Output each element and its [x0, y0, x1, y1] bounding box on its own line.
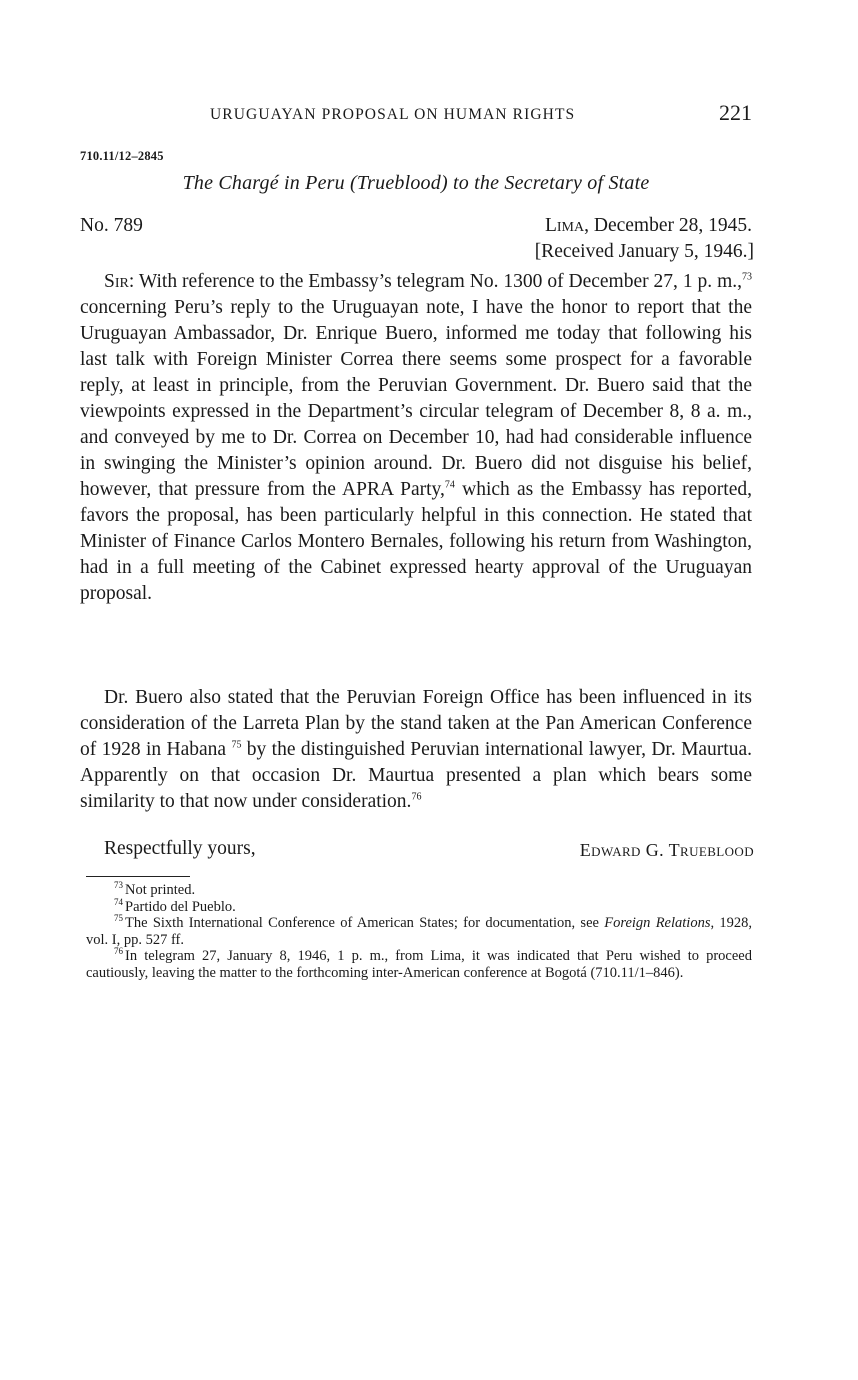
footnote-ref-76: 76 — [411, 791, 422, 803]
footnote-divider — [86, 876, 190, 877]
footnote-ref-75: 75 — [231, 739, 242, 751]
paragraph-1 — [80, 269, 752, 607]
closing: Respectfully yours, — [104, 838, 256, 859]
footnote-75 — [86, 915, 752, 948]
footnote-74-text: Partido del Pueblo. — [125, 898, 236, 915]
paragraph-2 — [80, 685, 752, 815]
footnotes — [86, 882, 752, 981]
date-text: , December 28, 1945. — [584, 215, 752, 236]
footnote-mark-73: 73 — [114, 880, 123, 891]
footnote-76-text: In telegram 27, January 8, 1946, 1 p. m., from Lima, it was indicated that Peru wished to proceed cautiously, leaving the matter to the forthcoming inter-American conference at Bogotá (710.11/1–846). — [86, 948, 752, 981]
document-number: No. 789 — [80, 215, 143, 236]
document-title: The Chargé in Peru (Trueblood) to the Secretary of State — [182, 172, 650, 194]
place-name: Lima — [544, 215, 585, 236]
footnote-75-italic: Foreign Relations — [604, 915, 711, 931]
footnote-mark-76: 76 — [114, 946, 123, 957]
file-number: 710.11/12–2845 — [80, 149, 164, 163]
place-and-date — [545, 215, 752, 237]
footnote-73 — [86, 882, 752, 899]
paragraph-1-part-b: concerning Peru’s reply to the Uruguayan note, I have the honor to report that the Uruguayan Ambassador, Dr. Enrique Buero, informed me today that following his last talk with Foreign Minister Correa there seems some prospect for a favorable reply, at least in principle, from the Peruvian Government. Dr. Buero said that the viewpoints expressed in the Department’s circular telegram of December 8, 8 a. m., and conveyed by me to Dr. Correa on December 10, had had considerable influence in swinging the Minister’s opinion around. Dr. Buero did not disguise his belief, however, that pressure from the APRA Party, — [80, 297, 752, 500]
footnote-74 — [86, 896, 752, 916]
footnote-mark-75: 75 — [114, 913, 123, 924]
paragraph-2-part-a: Dr. Buero also stated that the Peruvian Foreign Office has been influenced in its consideration of the Larreta Plan by the stand taken at the Pan American Conference of 1928 in Habana — [80, 687, 752, 760]
received-date: [Received January 5, 1946.] — [534, 241, 754, 262]
salutation: Sir — [104, 271, 129, 292]
paragraph-1-part-c: which as the Embassy has reported, favors the proposal, has been particularly helpful in this connection. He stated that Minister of Finance Carlos Montero Bernales, following his return from Washington, had in a full meeting of the Cabinet expressed hearty approval of the Uruguayan proposal. — [80, 479, 752, 604]
paragraph-2-part-b: by the distinguished Peruvian international lawyer, Dr. Maurtua. Apparently on that occasion Dr. Maurtua presented a plan which bears some similarity to that now under consideration. — [80, 739, 753, 812]
footnote-75-text-a: The Sixth International Conference of American States; for documentation, see — [125, 915, 605, 931]
footnote-73-text: Not printed. — [125, 882, 196, 898]
page-number: 221 — [719, 100, 752, 125]
running-title: URUGUAYAN PROPOSAL ON HUMAN RIGHTS — [210, 106, 576, 123]
signature: Edward G. Trueblood — [579, 840, 754, 860]
footnote-mark-74: 74 — [114, 896, 123, 907]
running-header — [80, 100, 752, 130]
footnote-ref-74: 74 — [444, 479, 455, 491]
paragraph-1-part-a: : With reference to the Embassy’s telegram No. 1300 of December 27, 1 p. m., — [128, 271, 742, 292]
footnote-ref-73: 73 — [742, 271, 752, 283]
footnote-76 — [86, 948, 752, 981]
footnote-75-text-b: , 1928, vol. I, pp. 527 ff. — [86, 915, 753, 948]
